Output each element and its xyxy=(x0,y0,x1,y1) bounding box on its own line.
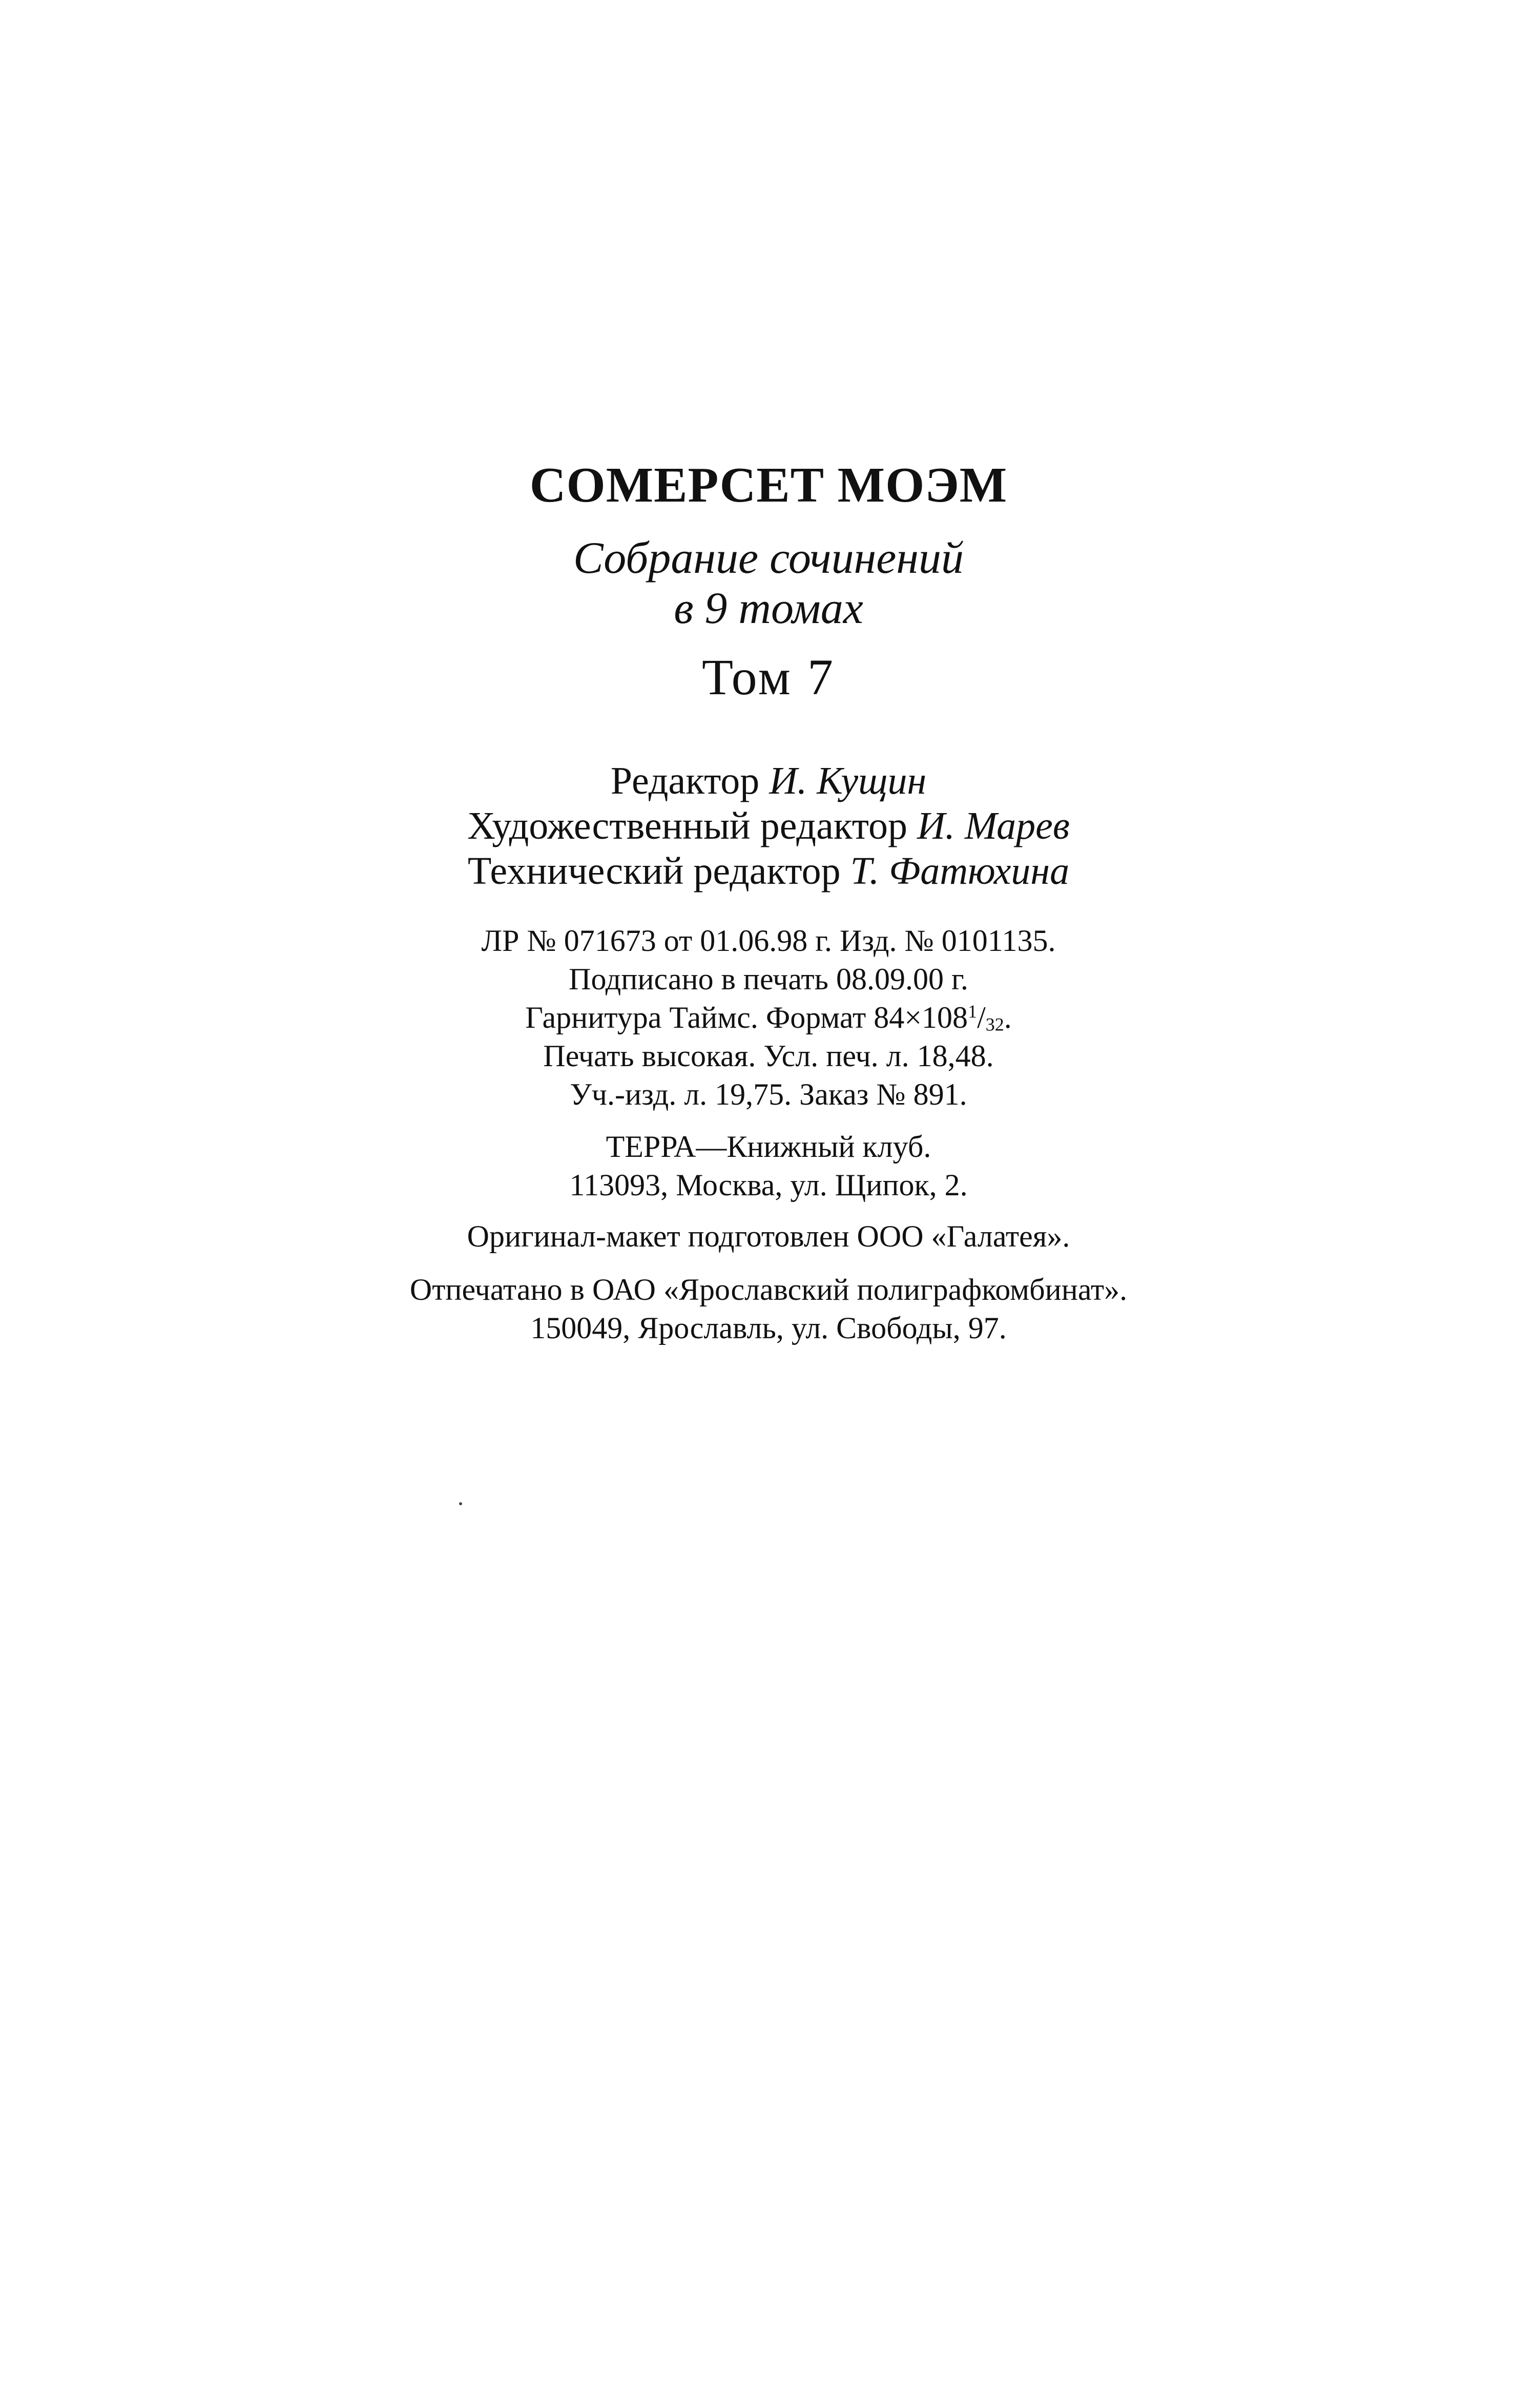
art-editor-name: И. Марев xyxy=(917,804,1070,847)
tech-editor-name: Т. Фатюхина xyxy=(850,849,1070,892)
format-slash: / xyxy=(977,1001,986,1034)
tech-editor-credit xyxy=(0,849,1537,892)
format-prefix: Гарнитура Таймс. Формат 84×108 xyxy=(525,1001,968,1034)
printer-address: 150049, Ярославль, ул. Свободы, 97. xyxy=(530,1311,1007,1345)
format-sub: 32 xyxy=(985,1014,1004,1035)
art-editor-role: Художественный редактор xyxy=(467,804,907,847)
license-line: ЛР № 071673 от 01.06.98 г. Изд. № 0101135. xyxy=(481,924,1056,958)
original-layout-credit: Оригинал-макет подготовлен ООО «Галатея». xyxy=(467,1219,1070,1253)
editor-name: И. Кущин xyxy=(769,759,927,802)
printer-name: Отпечатано в ОАО «Ярославский полиграфкомбинат». xyxy=(409,1273,1128,1306)
signed-to-print-line: Подписано в печать 08.09.00 г. xyxy=(569,962,968,996)
format-sup: 1 xyxy=(968,1001,978,1022)
author-name: СОМЕРСЕТ МОЭМ xyxy=(529,458,1008,513)
publisher-name: ТЕРРА—Книжный клуб. xyxy=(606,1130,931,1164)
collection-title-line2: в 9 томах xyxy=(674,584,863,633)
format-suffix: . xyxy=(1004,1001,1012,1034)
format-line xyxy=(0,1002,1537,1033)
print-sheets-line: Печать высокая. Усл. печ. л. 18,48. xyxy=(543,1039,994,1073)
volume-number: Том 7 xyxy=(702,649,835,705)
art-editor-credit xyxy=(0,806,1537,845)
editor-role: Редактор xyxy=(610,759,760,802)
order-line: Уч.-изд. л. 19,75. Заказ № 891. xyxy=(570,1077,967,1111)
publisher-address: 113093, Москва, ул. Щипок, 2. xyxy=(569,1168,968,1202)
tech-editor-role: Технический редактор xyxy=(467,849,841,892)
ink-speck xyxy=(459,1502,462,1505)
collection-title-line1: Собрание сочинений xyxy=(573,533,964,583)
editor-credit xyxy=(0,761,1537,800)
